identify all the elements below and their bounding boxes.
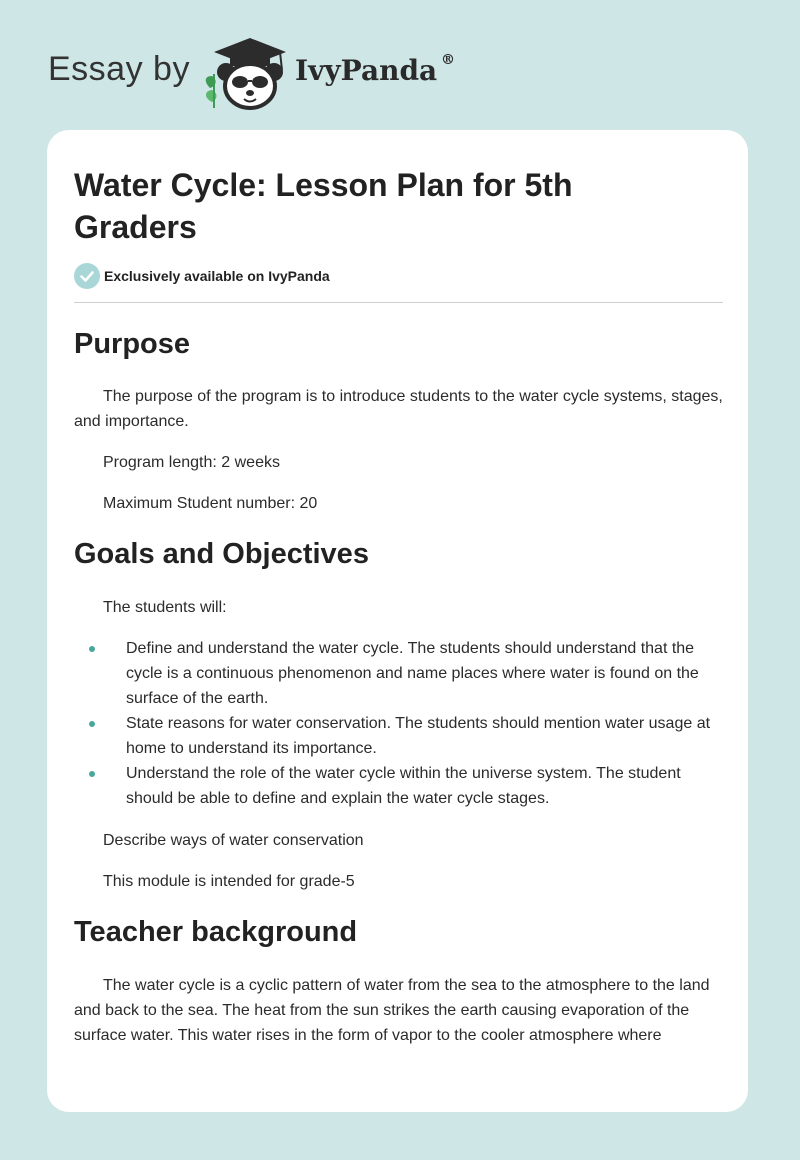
title-divider [74,302,723,303]
teacher-background-heading: Teacher background [74,916,358,948]
conservation-line: Describe ways of water conservation [103,832,364,849]
site-header [48,34,508,114]
program-length: Program length: 2 weeks [103,454,280,471]
goals-list [74,636,724,811]
grade-line: This module is intended for grade-5 [103,873,355,890]
page-title: Water Cycle: Lesson Plan for 5th Graders [74,167,573,245]
goals-heading: Goals and Objectives [74,538,369,570]
goals-intro: The students will: [103,599,227,616]
list-item-text: State reasons for water conservation. The students should mention water usage at home to understand its importance. [126,715,711,757]
list-item-text: Understand the role of the water cycle within the universe system. The student should be able to define and explain the water cycle stages. [126,765,681,807]
list-item [74,636,724,711]
ivypanda-wordmark[interactable]: IvyPanda [295,54,438,87]
list-item [74,761,724,811]
checkmark-icon [74,263,100,289]
exclusive-label: Exclusively available on IvyPanda [104,268,330,284]
registered-mark: ® [441,52,455,68]
purpose-paragraph: The purpose of the program is to introduce students to the water cycle systems, stages, and importance. [74,388,723,430]
bullet-icon [89,771,95,777]
panda-logo-icon[interactable] [200,36,300,112]
bullet-icon [89,646,95,652]
teacher-background-paragraph: The water cycle is a cyclic pattern of water from the sea to the atmosphere to the land and back to the sea. The heat from the sun strikes the earth causing evaporation of the surface water. This water rises in the form of vapor to the cooler atmosphere where [74,977,710,1044]
essay-card [47,130,748,1112]
bullet-icon [89,721,95,727]
purpose-heading: Purpose [74,328,191,360]
essay-by-label: Essay by [48,50,190,88]
list-item [74,711,724,761]
max-student-number: Maximum Student number: 20 [103,495,318,512]
list-item-text: Define and understand the water cycle. The students should understand that the cycle is a continuous phenomenon and name places where water is found on the surface of the earth. [126,640,699,707]
article-body [74,320,724,1048]
